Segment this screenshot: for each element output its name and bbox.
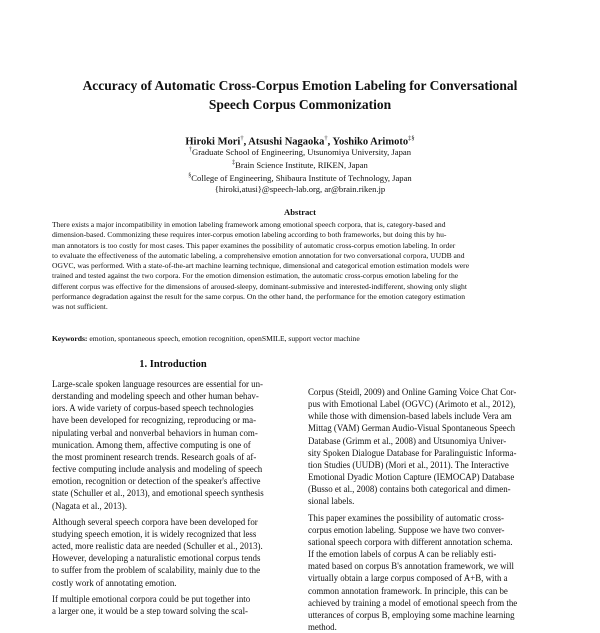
text-line: Corpus (Steidl, 2009) and Online Gaming Voice Chat Cor- (308, 387, 517, 397)
affiliation-text: Graduate School of Engineering, Utsunomiya University, Japan (191, 146, 411, 157)
abstract-line: dimension-based. Commonizing these requires inter-corpus emotion labeling according to both frameworks, but doing this by hu- (52, 230, 447, 240)
author-mark: ‡§ (408, 135, 415, 142)
text-line: acted, more realistic data are needed (Schuller et al., 2013). (52, 541, 263, 552)
author-name: Atsushi Nagaoka (248, 136, 325, 148)
text-line: emotion, recognition or detection of the speaker's affective (52, 476, 261, 487)
text-line: virtually obtain a large corpus composed of A+B, with a (308, 573, 508, 584)
text-line: common annotation framework. In principle, this can be (308, 585, 508, 596)
text-line: tion Studies (UUDB) (Mori et al., 2011). The Interactive (308, 459, 509, 470)
abstract-line: OGVC, was performed. With a state-of-the-art machine learning technique, dimensional and categorical emotion estimation models were (52, 261, 470, 270)
affiliation-list (40, 145, 560, 195)
text-line: have been developed for recognizing, reproducing or ma- (52, 415, 257, 426)
right-column (308, 386, 550, 633)
text-line: achieved by training a model of emotional speech from the (308, 597, 518, 608)
keywords (52, 334, 548, 344)
keywords-label: Keywords: (52, 334, 88, 343)
abstract-line: was not sufficient. (52, 302, 108, 311)
text-line: Although several speech corpora have been developed for (52, 516, 258, 527)
text-line: (Nagata et al., 2013). (52, 500, 127, 511)
abstract-line: There exists a major incompatibility in emotion labeling framework among emotional speech corpora, that is, category-based and (52, 220, 446, 229)
paper-title (40, 76, 560, 114)
text-line: studying speech emotion, it is widely recognized that less (52, 528, 257, 539)
text-line: This paper examines the possibility of automatic cross- (308, 512, 504, 523)
text-line: costly work of annotating emotion. (52, 577, 177, 588)
text-line: method. (308, 621, 337, 632)
affiliation (40, 145, 560, 158)
text-line: If the emotion labels of corpus A can be reliably esti- (308, 549, 497, 560)
text-line: state (Schuller et al., 2013), and emotional speech synthesis (52, 488, 264, 499)
author-emails (40, 184, 560, 195)
affiliation-mark: § (188, 173, 192, 180)
email-text: {hiroki,atusi}@speech-lab.org, ar@brain.riken.jp (214, 184, 386, 195)
paragraph (52, 378, 294, 512)
text-line: while those with dimension-based labels include Vera am (308, 411, 512, 422)
title-line: Accuracy of Automatic Cross-Corpus Emotion Labeling for Conversational (82, 78, 518, 93)
text-line: sational speech corpora with different annotation schema. (308, 536, 513, 547)
paragraph (52, 516, 294, 589)
affiliation-mark: † (188, 147, 192, 153)
text-line: Database (Grimm et al., 2008) and Utsunomiya Univer- (308, 435, 507, 446)
abstract-line: performance degradation against the result for the same corpus. On the other hand, the performance for the emotion category estimation (52, 291, 466, 301)
text-line: sity Spoken Dialogue Database for Paralinguistic Informa- (308, 447, 517, 458)
abstract-line: different corpus was effective for the dimensions of aroused-sleepy, dominant-submissive and interested-indifferent, showing only slight (52, 281, 467, 291)
author-name: Hiroki Mori (185, 136, 241, 148)
text-line: munication. Among them, affective computing is one of (52, 439, 251, 450)
text-line: sional labels. (308, 496, 355, 507)
abstract-body (52, 220, 548, 312)
author-separator: , (243, 136, 249, 148)
text-line: pus with Emotional Label (OGVC) (Arimoto et al., 2012), (308, 399, 516, 410)
affiliation-text: Brain Science Institute, RIKEN, Japan (235, 159, 368, 170)
text-line: Mittag (VAM) German Audio-Visual Spontaneous Speech (308, 423, 516, 434)
text-line: derstanding and modeling speech and other human behav- (52, 391, 259, 402)
text-line: mated based on corpus B's annotation framework, we will (308, 561, 514, 572)
paragraph (308, 512, 550, 633)
author-name: Yoshiko Arimoto (332, 136, 409, 148)
text-line: If multiple emotional corpora could be put together into (52, 593, 251, 604)
text-line: However, developing a naturalistic emotional corpus tends (52, 553, 261, 564)
text-line: (Busso et al., 2008) contains both categorical and dimen- (308, 484, 511, 495)
text-line: a larger one, it would be a step toward solving the scal- (52, 605, 249, 616)
affiliation-mark: ‡ (232, 160, 236, 167)
abstract-line: trained and tested against the two corpora. For the emotion dimension estimation, the automatic cross-corpus emotion labeling for the (52, 271, 459, 281)
keywords-text: emotion, spontaneous speech, emotion recognition, openSMILE, support vector machine (87, 334, 360, 343)
text-line: Large-scale spoken language resources are essential for un- (52, 379, 264, 389)
paragraph (52, 593, 294, 617)
abstract-line: to evaluate the effectiveness of the automatic labeling, a comprehensive emotion annotation for two conversational corpora, UUDB and (52, 250, 465, 260)
author-mark: † (240, 135, 244, 142)
abstract-heading: Abstract (284, 207, 316, 217)
text-line: to suffer from the problem of scalability, mainly due to the (52, 565, 261, 576)
affiliation-text: College of Engineering, Shibaura Institute of Technology, Japan (191, 172, 412, 183)
affiliation (40, 171, 560, 184)
author-separator: , (327, 136, 333, 148)
title-line: Speech Corpus Commonization (208, 97, 392, 112)
text-line: corpus emotion labeling. Suppose we have two conver- (308, 524, 505, 535)
left-column (52, 378, 294, 617)
section-heading: 1. Introduction (139, 359, 207, 370)
text-line: the most prominent research trends. Research goals of af- (52, 451, 257, 462)
text-line: iors. A wide variety of corpus-based speech technologies (52, 403, 254, 414)
text-line: Emotional Dyadic Motion Capture (IEMOCAP) Database (308, 472, 515, 483)
text-line: utterances of corpus B, employing some machine learning (308, 609, 515, 620)
text-line: nipulating verbal and nonverbal behaviors in human com- (52, 427, 258, 438)
affiliation (40, 158, 560, 171)
text-line: fective computing include analysis and modeling of speech (52, 464, 263, 475)
abstract-line: man annotators is too costly for most cases. This paper examines the possibility of automatic cross-corpus emotion labeling. In order (52, 240, 456, 250)
paragraph (308, 386, 550, 508)
author-mark: † (324, 135, 328, 142)
